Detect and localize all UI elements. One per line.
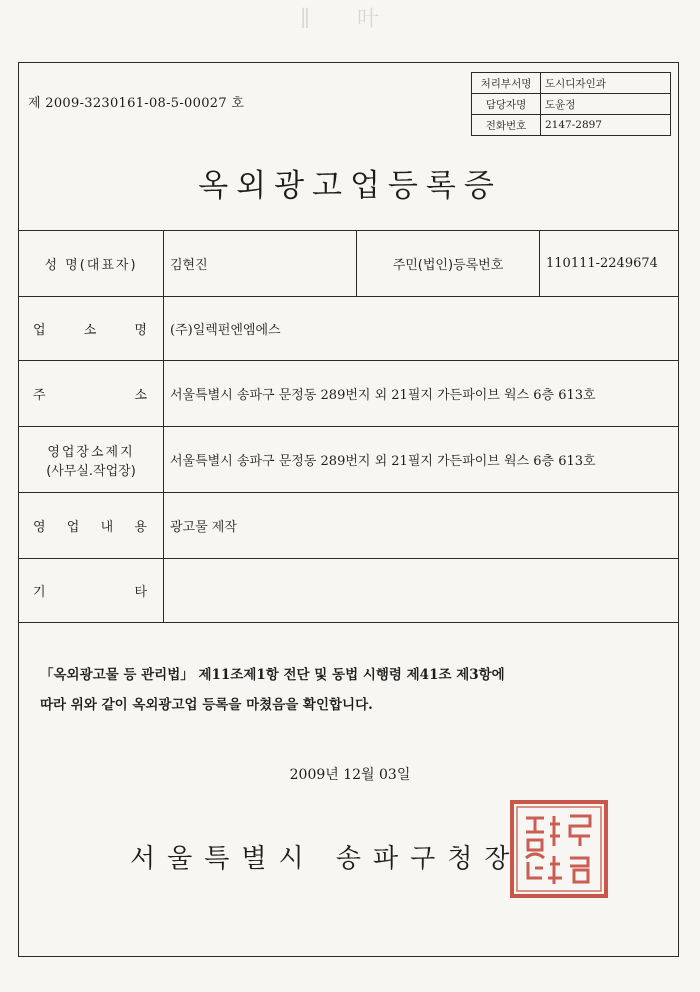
- workplace-value: 서울특별시 송파구 문정동 289번지 외 21필지 가든파이브 웍스 6층 613호: [164, 427, 679, 493]
- contact-row: [472, 73, 671, 94]
- contact-key: 전화번호: [472, 115, 541, 136]
- statement-line-1: 「옥외광고물 등 관리법」 제11조제1항 전단 및 동법 시행령 제41조 제3항에: [40, 667, 505, 683]
- issuer-name: 서울특별시 송파구청장: [130, 844, 522, 874]
- contact-row: [472, 115, 671, 136]
- workplace-row: [19, 427, 679, 493]
- business-name-value: (주)일렉펀엔엠에스: [164, 297, 679, 361]
- address-label: 주 소: [19, 361, 164, 427]
- address-value: 서울특별시 송파구 문정동 289번지 외 21필지 가든파이브 웍스 6층 613호: [164, 361, 679, 427]
- official-seal-icon: [508, 798, 610, 900]
- name-value: 김현진: [164, 231, 357, 297]
- registration-number: 제 2009-3230161-08-5-00027 호: [28, 96, 245, 111]
- document-title: 옥외광고업등록증: [198, 168, 502, 204]
- business-name-row: [19, 297, 679, 361]
- business-content-label: 영 업 내 용: [19, 493, 164, 559]
- workplace-label: 영업장소제지: [47, 444, 135, 460]
- contact-value: 2147-2897: [541, 115, 671, 136]
- workplace-label-cell: [19, 427, 164, 493]
- top-watermark-mark: ∥ 叶: [300, 7, 400, 32]
- contact-box: [471, 72, 671, 136]
- contact-row: [472, 94, 671, 115]
- info-table: [18, 230, 679, 623]
- etc-label: 기 타: [19, 559, 164, 623]
- business-content-value: 광고물 제작: [164, 493, 679, 559]
- etc-row: [19, 559, 679, 623]
- issue-date: 2009년 12월 03일: [289, 767, 411, 783]
- etc-value: [164, 559, 679, 623]
- contact-value: 도시디자인과: [541, 73, 671, 94]
- statement: [40, 660, 660, 720]
- name-row: [19, 231, 679, 297]
- reg-no-label: 주민(법인)등록번호: [357, 231, 540, 297]
- contact-key: 처리부서명: [472, 73, 541, 94]
- reg-no-value: 110111-2249674: [540, 231, 679, 297]
- contact-value: 도윤정: [541, 94, 671, 115]
- business-content-row: [19, 493, 679, 559]
- contact-key: 담당자명: [472, 94, 541, 115]
- workplace-sub-label: (사무실.작업장): [46, 463, 136, 479]
- statement-line-2: 따라 위와 같이 옥외광고업 등록을 마쳤음을 확인합니다.: [40, 697, 373, 713]
- address-row: [19, 361, 679, 427]
- business-name-label: 업 소 명: [19, 297, 164, 361]
- name-label: 성 명(대표자): [19, 231, 164, 297]
